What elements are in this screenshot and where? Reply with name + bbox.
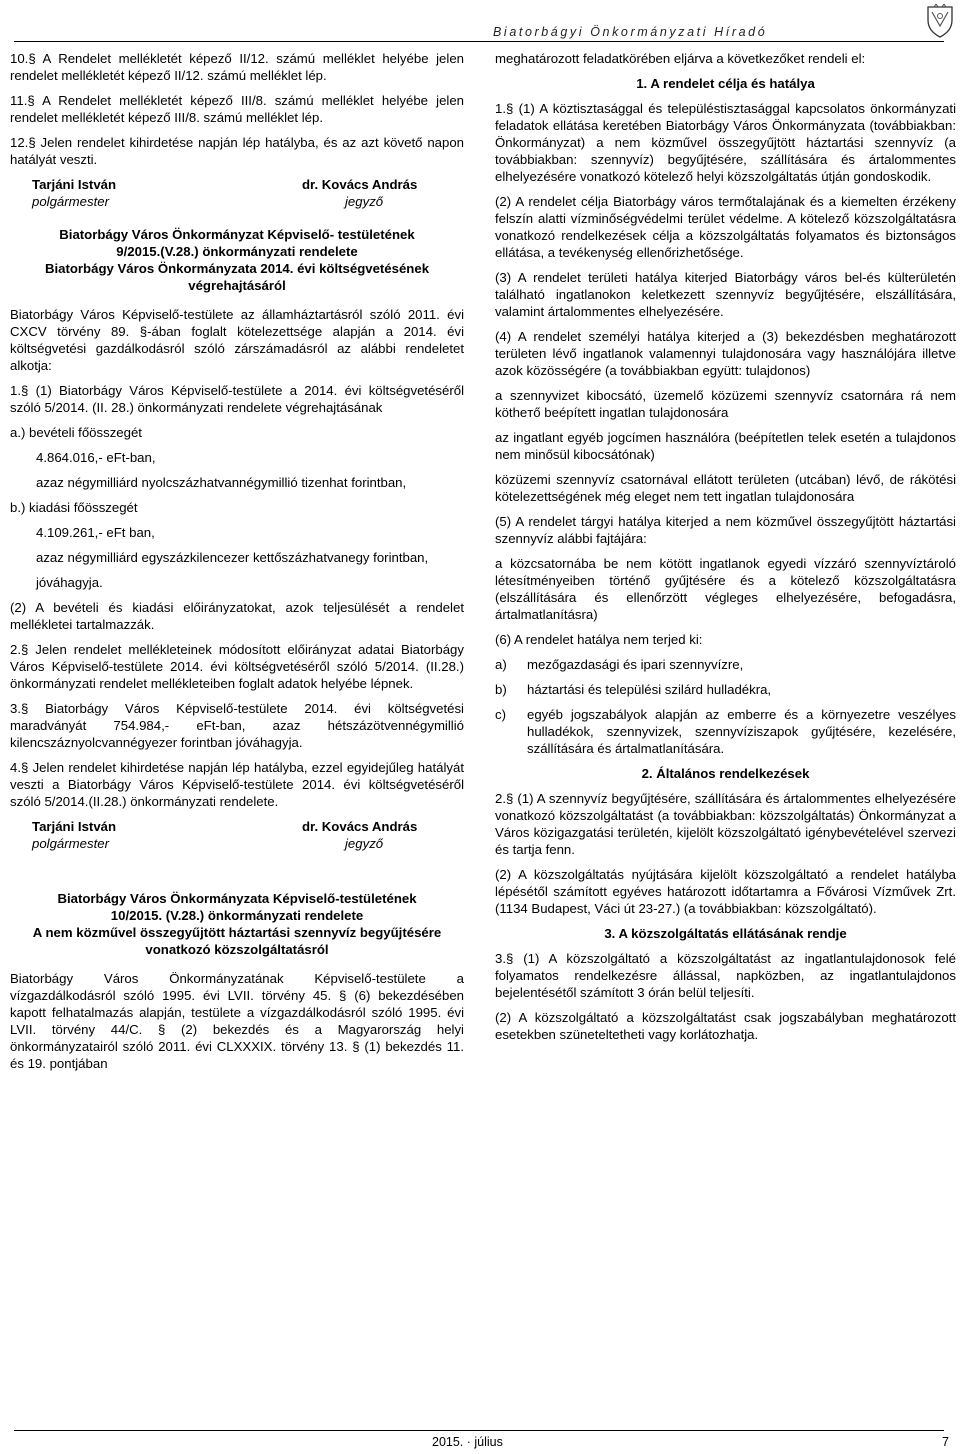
signer-name-mayor: Tarjáni István [32,819,117,834]
decree-2-section-2-1: 2.§ (1) A szennyvíz begyűjtésére, szállítására és ártalommentes elhelyezésére vonatkozó közszolgáltatást (a továbbiakban: közszolgáltatás) Önkormányzat a Város közigazgatási területén, kijelölt közszolgáltató igénybevételével szervezi és tartja fenn. [495,791,956,857]
list-text: háztartási és települési szilárd hulladékra, [527,682,772,697]
exclusion-item-b [495,681,956,698]
decree-title-1 [10,226,464,294]
right-column [495,50,956,1051]
scope-item-c: közüzemi szennyvíz csatornával ellátott területen (utcában) lévő, de rákötési kötelezettségének még eleget nem tett ingatlan tulajdonosára [495,472,956,504]
decree-1-section-4: 4.§ Jelen rendelet kihirdetése napján lép hatályba, ezzel egyidejűleg hatályát veszti a Biatorbágy Város Képviselő-testülete 2014. évi költségvetéséről szóló 5/2014.(II.28.) önkormányzati rendelete. [10,760,464,809]
decree-2-intro: meghatározott feladatkörében eljárva a következőket rendeli el: [495,51,866,66]
approval-text: jóváhagyja. [36,575,103,590]
revenue-in-words: azaz négymilliárd nyolcszázhatvannégymillió tizenhat forintban, [36,475,407,490]
header-divider [14,41,944,42]
revenue-label: a.) bevételi főösszegét [10,425,142,440]
decree-2-section-1-3: (3) A rendelet területi hatálya kiterjed Biatorbágy város bel-és külterületén található ingatlanokon keletkezett szennyvíz begyűjtésére, elszállítására, valamint ártalommentes elhelyezésére. [495,270,956,319]
list-label: b) [495,682,507,697]
section-10: 10.§ A Rendelet mellékletét képező II/12. számú melléklet helyébe jelen rendelet mellékletét képező II/12. számú melléklet lép. [10,51,464,83]
decree-2-section-1-4: (4) A rendelet személyi hatálya kiterjed a (3) bekezdésben meghatározott területen lévő ingatlanok valamennyi tulajdonosára vagy használójára illetve azok közösségére (a továbbiakban együtt: tulajdonos) [495,329,956,378]
decree-2-section-1-2: (2) A rendelet célja Biatorbágy város termőtalajának és a kiemelten érzékeny felszín alatti vízminőségvédelmi terület védelme. A kötelező közszolgáltatásra vonatkozó rendelkezések célja a közszolgáltatás folyamatos és biztonságos ellátása, a tevékenység ellenőrizhetősége. [495,194,956,260]
left-column [10,50,464,1080]
decree-title-1-line2: 9/2015.(V.28.) önkormányzati rendelete [116,244,358,259]
decree-1-section-1-2: (2) A bevételi és kiadási előirányzatokat, azok teljesülését a rendelet mellékletei tartalmazzák. [10,600,464,632]
decree-1-section-1: 1.§ (1) Biatorbágy Város Képviselő-testülete a 2014. évi költségvetéséről szóló 5/2014. (II. 28.) önkormányzati rendelete végrehajtásának [10,383,464,415]
decree-title-2-line3: A nem közművel összegyűjtött háztartási szennyvíz begyűjtésére vonatkozó közszolgáltatásról [32,925,442,957]
decree-1-preamble: Biatorbágy Város Képviselő-testülete az államháztartásról szóló 2011. évi CXCV törvény 89. §-ában foglalt kötelezettsége alapján a 2014. évi költségvetési gazdálkodásról szóló zárszámadásról az alábbi rendeletet alkotja: [10,307,464,373]
decree-title-1-line1: Biatorbágy Város Önkormányzat Képviselő- testületének [59,227,415,242]
decree-2-preamble: Biatorbágy Város Önkormányzatának Képviselő-testülete a vízgazdálkodásról szóló 1995. évi LVII. törvény 45. § (6) bekezdésében kapott felhatalmazás alapján, testülete a vízgazdálkodásról szóló 1995. évi LVII. törvény 44/C. § (2) bekezdés és a Magyarország helyi önkormányzatairól szóló 2011. évi CLXXXIX. törvény 13. § (1) bekezdés 11. és 19. pontjában [10,971,464,1071]
expenditure-in-words: azaz négymilliárd egyszázkilencezer kettőszázhatvanegy forintban, [36,550,429,565]
decree-title-2-line2: 10/2015. (V.28.) önkormányzati rendelete [110,908,364,923]
exclusion-item-a [495,656,956,673]
exclusion-item-c [495,706,956,757]
chapter-heading-2: 2. Általános rendelkezések [641,766,810,781]
decree-title-2 [10,890,464,958]
signature-block-1 [10,176,464,212]
expenditure-label: b.) kiadási főösszegét [10,500,138,515]
scope-item-b: az ingatlant egyéb jogcímen használóra (beépítetlen telek esetén a tulajdonos nem minősül kibocsátónak) [495,430,956,462]
signer-name-notary: dr. Kovács András [302,819,418,834]
footer-divider [14,1430,944,1431]
issue-date: 2015. · július [432,1435,503,1449]
chapter-heading-1: 1. A rendelet célja és hatálya [636,76,815,91]
coat-of-arms-icon [924,4,956,38]
decree-2-section-2-2: (2) A közszolgáltatás nyújtására kijelölt közszolgáltató a rendelet hatályba lépésétől számított egyéves határozott időtartamra a Fővárosi Vízművek Zrt. (1134 Budapest, Váci út 23-27.) (a továbbiakban: közszolgáltató). [495,867,956,916]
signer-role-mayor: polgármester [32,836,109,851]
decree-2-section-3-1: 3.§ (1) A közszolgáltató a közszolgáltatást az ingatlantulajdonosok felé folyamatos rendelkezésre állással, napközben, az ingatlantulajdonos bejelentésétől számított 3 órán belül teljesíti. [495,951,956,1000]
page-number: 7 [942,1435,949,1449]
signer-name-mayor: Tarjáni István [32,177,117,192]
expenditure-amount: 4.109.261,- eFt ban, [36,525,155,540]
list-text: egyéb jogszabályok alapján az emberre és a környezetre veszélyes hulladékok, szennyvizek, szennyvíziszapok gyűjtésére, kezelésére, szállítására és ártalmatlanítására. [527,707,956,756]
decree-2-section-1-6: (6) A rendelet hatálya nem terjed ki: [495,632,703,647]
signature-block-2 [10,818,464,854]
scope-item-a: a szennyvizet kibocsátó, üzemelő közüzemi szennyvíz csatornára rá nem kötheтő beépített ingatlan tulajdonosára [495,388,956,420]
signer-role-notary: jegyző [345,194,384,209]
decree-1-section-3: 3.§ Biatorbágy Város Képviselő-testülete 2014. évi költségvetési maradványát 754.984,- eFt-ban, azaz hétszázötvennégymillió kilencszáznyolcvannégyezer forintban jóváhagyja. [10,701,464,750]
signer-role-mayor: polgármester [32,194,109,209]
revenue-amount: 4.864.016,- eFt-ban, [36,450,156,465]
list-text: mezőgazdasági és ipari szennyvízre, [527,657,744,672]
scope-item-sewage: a közcsatornába be nem kötött ingatlanok egyedi vízzáró szennyvíztároló létesítményeiben történő gyűjtésére és a kötelező közszolgáltatásra (elszállítására és ellenőrzött végleges elhelyezésére, befogadásra, ártalmatlanításra) [495,556,956,622]
chapter-heading-3: 3. A közszolgáltatás ellátásának rendje [604,926,847,941]
section-11: 11.§ A Rendelet mellékletét képező III/8. számú melléklet helyébe jelen rendelet mellékletét képező III/8. számú melléklet lép. [10,93,464,125]
decree-title-2-line1: Biatorbágy Város Önkormányzata Képviselő-testületének [57,891,417,906]
decree-2-section-1-1: 1.§ (1) A köztisztasággal és településtisztasággal kapcsolatos önkormányzati feladatok ellátása keretében Biatorbágy Város Önkormányzata (továbbiakban: Önkormányzat) a nem közművel összegyűjtött háztartási szennyvíz (a továbbiakban: szennyvíz) begyűjtésére, szállítására és ártalommentes elhelyezésére vonatkozó kötelező helyi közszolgáltatás útján gondoskodik. [495,101,956,184]
section-12: 12.§ Jelen rendelet kihirdetése napján lép hatályba, és az azt követő napon hatályát veszti. [10,135,464,167]
decree-title-1-line3: Biatorbágy Város Önkormányzata 2014. évi költségvetésének végrehajtásáról [44,261,430,293]
newspaper-title: Biatorbágyi Önkormányzati Híradó [493,25,768,39]
decree-1-section-2: 2.§ Jelen rendelet mellékleteinek módosított előirányzat adatai Biatorbágy Város Képviselő-testülete 2014. évi költségvetéséről szóló 5/2014. (II.28.) önkormányzati rendelet mellékleteiben foglalt adatok helyébe lépnek. [10,642,464,691]
signer-name-notary: dr. Kovács András [302,177,418,192]
list-label: c) [495,707,506,722]
decree-2-section-1-5: (5) A rendelet tárgyi hatálya kiterjed a nem közművel összegyűjtött háztartási szennyvíz alábbi fajtájára: [495,514,956,546]
signer-role-notary: jegyző [345,836,384,851]
decree-2-section-3-2: (2) A közszolgáltató a közszolgáltatást csak jogszabályban meghatározott esetekben szüneteltetheti vagy korlátozhatja. [495,1010,956,1042]
list-label: a) [495,657,507,672]
